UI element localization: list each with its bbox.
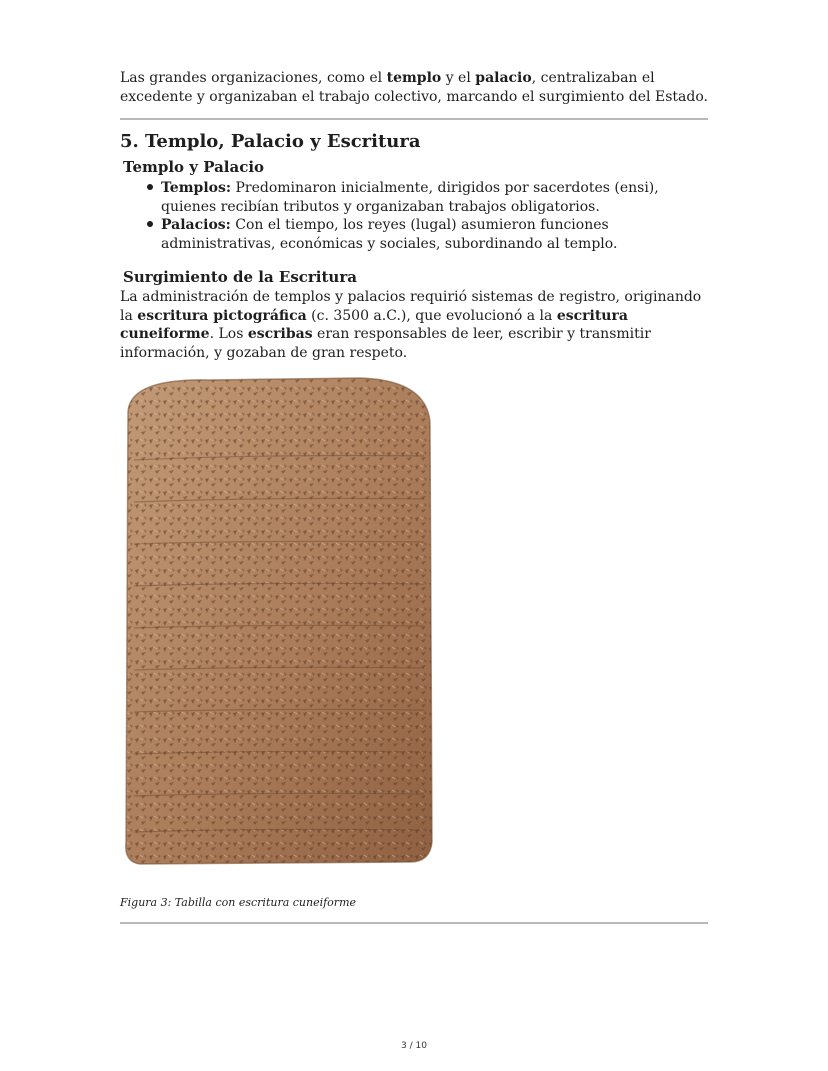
writing-bold: escritura cuneiforme <box>120 307 628 342</box>
bullet-list <box>120 179 708 253</box>
list-item-text: Con el tiempo, los reyes (lugal) asumieron funciones administrativas, económicas y sociales, subordinando al templo. <box>161 217 618 252</box>
intro-bold-templo: templo <box>386 70 442 86</box>
list-item <box>120 216 708 253</box>
section-divider <box>120 118 708 120</box>
list-item-text: Predominaron inicialmente, dirigidos por sacerdotes (ensi), quienes recibían tributos y organizaban trabajos obligatorios. <box>161 180 659 215</box>
subsection-title-writing: Surgimiento de la Escritura <box>123 268 357 286</box>
cuneiform-tablet-image <box>120 372 436 866</box>
intro-text: y el <box>441 70 476 86</box>
intro-text: , centralizaban el excedente y organizaban el trabajo colectivo, marcando el surgimiento del Estado. <box>120 70 708 105</box>
intro-paragraph <box>120 69 708 107</box>
list-item-label: Palacios: <box>161 217 231 233</box>
writing-paragraph <box>120 288 708 362</box>
writing-bold: escritura pictográfica <box>137 307 307 324</box>
figure-caption: Figura 3: Tabilla con escritura cuneiforme <box>120 896 357 909</box>
bullet-icon <box>147 184 153 190</box>
bullet-icon <box>147 221 153 227</box>
subsection-title-temple-palace: Templo y Palacio <box>123 158 265 176</box>
intro-text: Las grandes organizaciones, como el <box>120 70 387 86</box>
writing-text: (c. 3500 a.C.), que evolucionó a la <box>306 307 557 324</box>
list-item-label: Templos: <box>161 180 232 196</box>
writing-text: eran responsables de leer, escribir y transmitir información, y gozaban de gran respeto. <box>120 326 651 361</box>
writing-bold: escribas <box>247 326 313 342</box>
writing-text: La administración de templos y palacios requirió sistemas de registro, originando la <box>120 289 702 324</box>
section-title: 5. Templo, Palacio y Escritura <box>120 131 421 152</box>
page-number: 3 / 10 <box>401 1041 427 1051</box>
list-item <box>120 179 708 216</box>
intro-bold-palacio: palacio <box>475 70 532 86</box>
writing-text: . Los <box>209 326 248 342</box>
section-divider <box>120 922 708 924</box>
